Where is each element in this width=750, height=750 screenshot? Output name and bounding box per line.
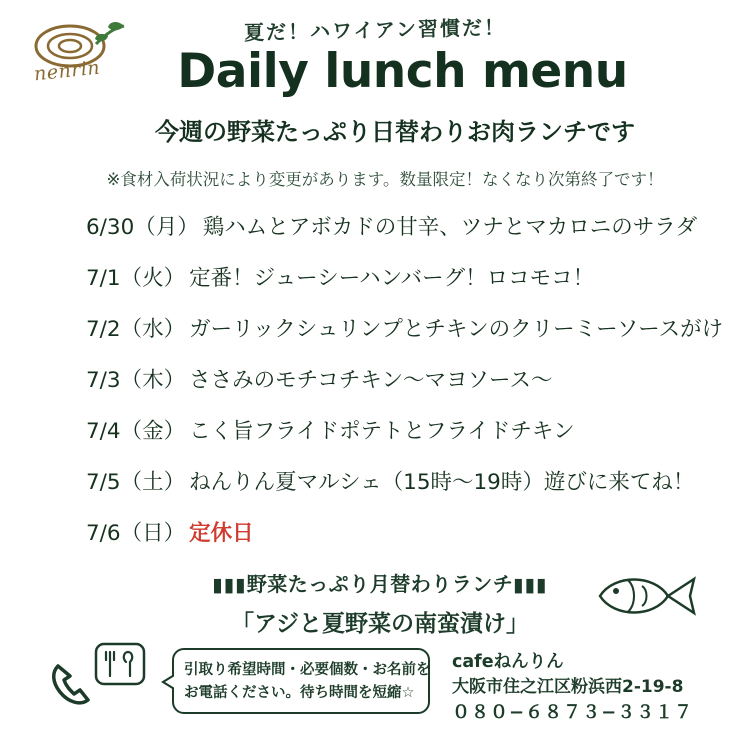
shop-info [452, 650, 693, 726]
brand-logo-text: nenrin [33, 56, 102, 86]
list-item [86, 414, 726, 465]
menu-date: 7/3（木） [86, 368, 186, 393]
menu-description-closed: 定休日 [189, 521, 254, 546]
availability-note: ※食材入荷状況により変更があります。数量限定！なくなり次第終了です！ [106, 170, 664, 189]
menu-list [86, 210, 726, 567]
shop-telephone[interactable]: ０８０−６８７３−３３１７ [452, 702, 694, 723]
monthly-special-label: 野菜たっぷり月替わりランチ [246, 572, 514, 596]
monthly-special-dish: 「アジと夏野菜の南蛮漬け」 [230, 611, 530, 637]
menu-description: ささみのモチコチキン〜マヨソース〜 [189, 368, 553, 393]
list-item [86, 465, 726, 516]
menu-date: 7/1（火） [86, 266, 186, 291]
shop-name: cafeねんりん [452, 652, 564, 672]
menu-date: 6/30（月） [86, 215, 199, 240]
fork-spoon-icon [92, 640, 148, 692]
list-item [86, 516, 726, 567]
callout-line-1: 引取り希望時間・必要個数・お名前を [184, 662, 431, 678]
menu-description: 鶏ハムとアボカドの甘辛、ツナとマカロニのサラダ [202, 215, 698, 240]
menu-date: 7/5（土） [86, 470, 186, 495]
callout-balloon [172, 648, 430, 714]
page-subtitle: 今週の野菜たっぷり日替わりお肉ランチです [155, 118, 635, 146]
tick-marks-left: ▮▮▮ [212, 574, 247, 596]
page-title: Daily lunch menu [177, 44, 628, 99]
menu-description: 定番！ジューシーハンバーグ！ロコモコ！ [189, 266, 595, 291]
list-item [86, 312, 726, 363]
menu-date: 7/2（水） [86, 317, 186, 342]
callout-line-2: お電話ください。待ち時間を短縮☆ [184, 685, 415, 701]
menu-date: 7/4（金） [86, 419, 186, 444]
menu-description: こく旨フライドポテトとフライドチキン [189, 419, 575, 444]
shop-address: 大阪市住之江区粉浜西2-19-8 [452, 677, 684, 697]
list-item [86, 210, 726, 261]
menu-date: 7/6（日） [86, 521, 186, 546]
list-item [86, 261, 726, 312]
list-item [86, 363, 726, 414]
fish-icon [592, 566, 702, 626]
header-kicker: 夏だ！ハワイアン習慣だ！ [243, 15, 507, 45]
tick-marks-right: ▮▮▮ [513, 574, 548, 596]
menu-description: ガーリックシュリンプとチキンのクリーミーソースがけ [189, 317, 724, 342]
menu-description: ねんりん夏マルシェ（15時〜19時）遊びに来てね！ [189, 470, 695, 495]
